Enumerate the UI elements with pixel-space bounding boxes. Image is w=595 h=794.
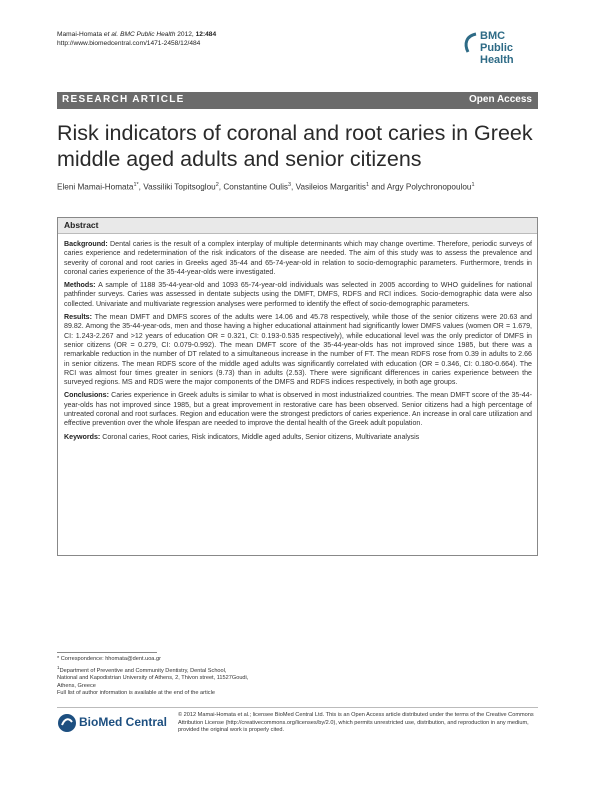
license-divider xyxy=(57,707,538,708)
background-label: Background: xyxy=(64,240,108,248)
background-text: Dental caries is the result of a complex interplay of multiple determinants which may change overtime. Therefore, periodic surveys of caries experience and redetermination of the risk indicators of the disease are needed. The aim of this study was to assess the prevalence and severity of coronal and root caries in Greeks aged 35-44 and 65-74-year-old in relation to socio-demographic parameters. Furthermore, trends in coronal caries experience of the 35-44-year-olds were investigated. xyxy=(64,240,532,276)
article-url[interactable]: http://www.biomedcentral.com/1471-2458/12/484 xyxy=(57,40,201,47)
abstract-results xyxy=(64,313,532,387)
author-name: Constantine Oulis xyxy=(223,182,288,192)
abstract-keywords xyxy=(64,433,532,442)
author-affil-sup: 1* xyxy=(133,182,139,188)
abstract-methods xyxy=(64,281,532,309)
affiliation-sup: 1 xyxy=(57,664,60,670)
results-text: The mean DMFT and DMFS scores of the adults were 14.06 and 45.78 respectively, while those of the senior citizens were 20.63 and 89.82. Among the 35-44-year-ods, men and those having a higher educational attainment had significantly lower DMFS values (women OR = 1.679, CI: 1.243-2.267 and >12 years of education OR = 0.321, CI: 0.193-0.535 respectively), while educational level was the only predictor of DMFS in senior citizens (OR = 0.279, CI: 0.079-0.992). The mean DMFT score of the 35-44-year-olds has not improved since 1985, but there was a remarkable reduction in the number of DT related to a simultaneous increase in the number of FT. The mean RDFS rose from 0.39 in adults to 2.66 in senior citizens. The mean RDFS score of the middle aged adults was significantly correlated with education (OR = 0.346, CI: 0.180-0.664). The RCI was almost four times greater in seniors (9.73) than in adults (2.53). There were significant differences in caries experience between the surveyed regions. MS and RDS were the major components of the DMFS and RDFS indices respectively, in both age groups. xyxy=(64,313,532,387)
citation-etal: et al. xyxy=(103,31,119,38)
open-access-label: Open Access xyxy=(469,94,532,105)
citation-line xyxy=(57,30,216,39)
footnote-divider xyxy=(57,652,157,653)
article-title: Risk indicators of coronal and root caries in Greek middle aged adults and senior citizens xyxy=(57,121,533,171)
author-name: Vassiliki Topitsoglou xyxy=(143,182,216,192)
affiliation-text: Department of Preventive and Community Dentistry, Dental School, xyxy=(59,667,227,674)
abstract-heading: Abstract xyxy=(64,220,99,230)
citation-journal: BMC Public Health xyxy=(120,31,176,38)
results-label: Results: xyxy=(64,313,92,322)
publisher-logo-icon xyxy=(57,713,77,733)
journal-logo xyxy=(462,30,544,74)
article-type-label: RESEARCH ARTICLE xyxy=(62,94,185,105)
keywords-label: Keywords: xyxy=(64,432,101,441)
abstract-body xyxy=(64,240,532,446)
section-bar xyxy=(57,92,538,109)
abstract-header xyxy=(58,218,537,234)
affiliation-line3: Athens, Greece xyxy=(57,682,96,689)
footnotes xyxy=(57,656,307,698)
affiliation-line2: National and Kapodistrian University of Athens, 2, Thivon street, 11527Goudi, xyxy=(57,675,249,682)
author-info-note: Full list of author information is available at the end of the article xyxy=(57,690,215,697)
correspondence-note: * Correspondence: hhomata@dent.uoa.gr xyxy=(57,656,161,662)
author-name: Argy Polychronopoulou xyxy=(386,182,472,192)
methods-label: Methods: xyxy=(64,281,96,290)
publisher-logo xyxy=(57,712,167,734)
license-text: © 2012 Mamai-Homata et al.; licensee BioMed Central Ltd. This is an Open Access article distributed under the terms of the Creative Commons Attribution License (http://creativecommons.org/licenses/by/2.0), which permits unrestricted use, distribution, and reproduction in any medium, provided the original work is properly cited. xyxy=(178,712,534,734)
author-name: Vasileios Margaritis xyxy=(295,182,366,192)
journal-logo-line1: BMC xyxy=(480,30,506,42)
author-list: Eleni Mamai-Homata$^{1*}$, Vassiliki Topitsoglou$^2$, Constantine Oulis$^3$, Vasileios Margaritis$^1$ and Argy Polychronopoulou$^1$ xyxy=(57,182,475,192)
conclusions-text: Caries experience in Greek adults is similar to what is observed in most industrialized countries. The mean DMFT score of the 35-44-year-olds has not improved since 1985, but a great improvement in restorative care has been observed. Senior citizens had a high percentage of untreated coronal and root surfaces. Region and education were the strongest predictors of caries experience. An increase in oral care utilization and effective prevention over the whole lifespan are needed to improve the dental health of the Greek adult population. xyxy=(64,391,532,428)
citation-authors: Mamai-Homata xyxy=(57,31,103,38)
abstract-box xyxy=(57,217,538,556)
author-affil-sup: 2 xyxy=(215,182,219,188)
running-header xyxy=(57,30,216,48)
abstract-conclusions xyxy=(64,391,532,428)
author-affil-sup: 1 xyxy=(365,182,370,188)
methods-text: A sample of 1188 35-44-year-old and 1093 65-74-year-old individuals was selected in 2005 according to WHO guidelines for national pathfinder surveys. Caries was assessed in dentate subjects using the DMFT, DMFS, RDFS and RCI indices. Socio-demographic data were also collected. Univariate and multivariate regression analyses were performed to identify the effect of socio-demographic parameters. xyxy=(64,281,532,308)
keywords-text: Coronal caries, Root caries, Risk indicators, Middle aged adults, Senior citizens, Multivariate analysis xyxy=(100,432,420,441)
journal-logo-icon xyxy=(462,32,478,54)
abstract-background xyxy=(64,240,532,277)
publisher-logo-text: BioMed Central xyxy=(79,715,168,729)
author-affil-sup: 3 xyxy=(287,182,292,188)
citation-pages: 12:484 xyxy=(195,31,217,38)
author-affil-sup: 1 xyxy=(471,182,475,188)
affiliation-line1 xyxy=(57,664,307,675)
author-name: Eleni Mamai-Homata xyxy=(57,182,134,192)
journal-logo-line2: Public Health xyxy=(480,42,514,66)
conclusions-label: Conclusions: xyxy=(64,391,109,400)
citation-year: 2012, xyxy=(177,31,194,38)
